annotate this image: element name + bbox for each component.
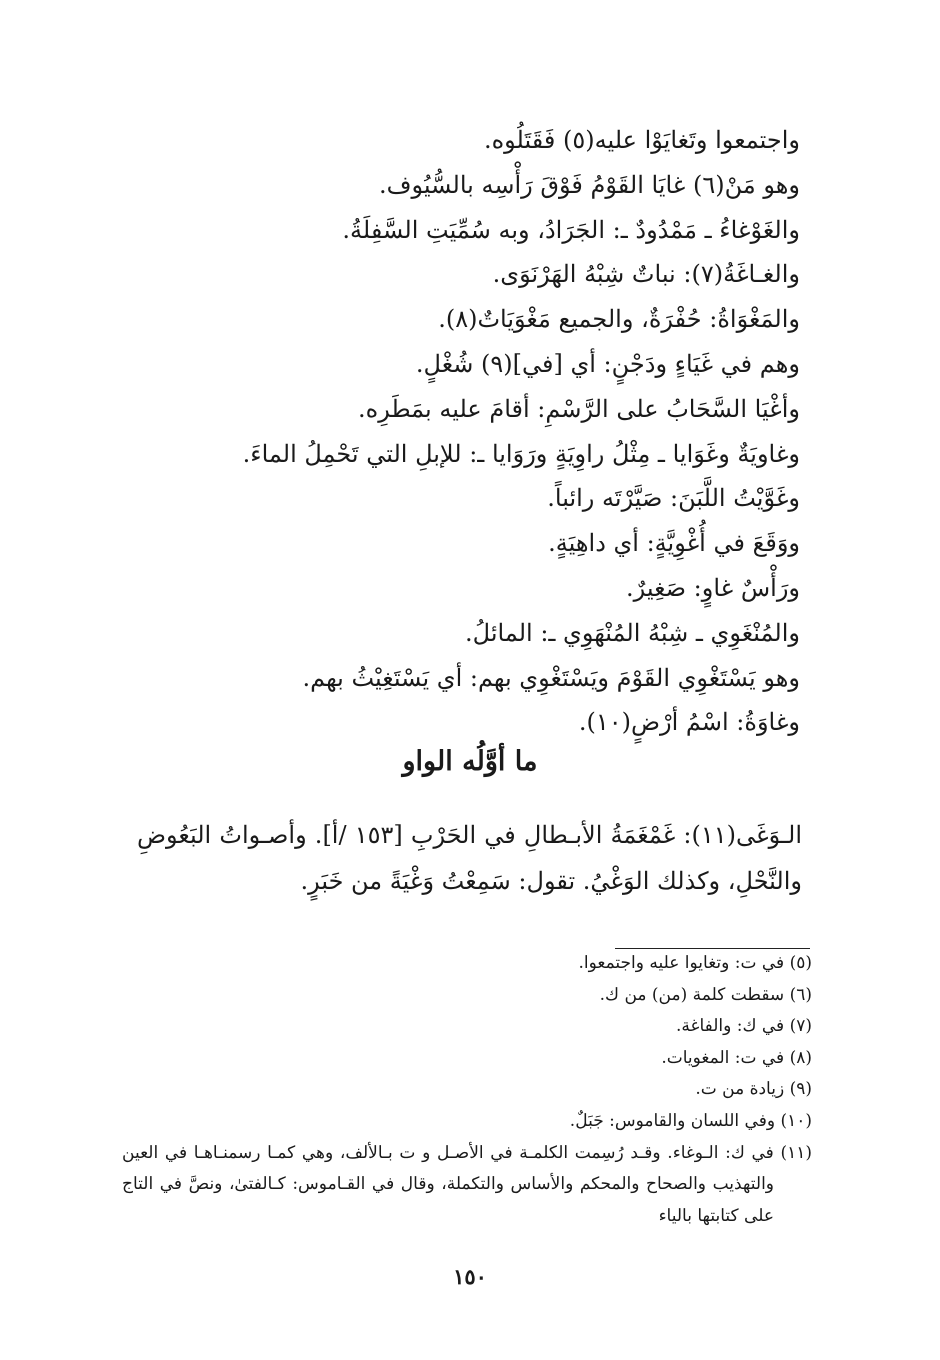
- footnote: (٨) في ت: المغويات.: [661, 1047, 812, 1068]
- entry-line: وهم في غَيَاءٍ ودَجْنٍ: أي [في](٩) شُغْلٍ.: [415, 349, 800, 378]
- footnote: (٩) زيادة من ت.: [695, 1079, 812, 1100]
- footnote: (٥) في ت: وتغايوا عليه واجتمعوا.: [578, 953, 812, 973]
- footnotes: [122, 948, 812, 1232]
- entry-line: وغاويَةٌ وغَوَايا ـ مِثْلُ راوِيَةٍ ورَوَايا ـ: للإبلِ التي تَحْمِلُ الماءَ.: [242, 439, 800, 468]
- dictionary-entries: [120, 118, 800, 745]
- entry-line: وهو مَنْ(٦) غايَا القَوْمُ فَوْقَ رَأْسِه بالسُّيُوف.: [379, 170, 800, 199]
- entry-line: وغَوَّيْتُ اللَّبَنَ: صَيَّرْتَه رائباً.: [547, 484, 800, 513]
- entry-line: والمُنْغَوِي ـ شِبْهُ المُنْهَوِي ـ: المائلُ.: [465, 618, 800, 647]
- body-paragraph: الـوَغَى(١١): غَمْغَمَةُ الأبـطالِ في الحَرْبِ [١٥٣ /أ]. وأصـواتُ البَعُوضِ والنَّحْلِ، وكذلك الوَغْيُ. تقول: سَمِعْتُ وَغْيَةً من خَبَرٍ.: [137, 821, 802, 895]
- entry-line: وهو يَسْتَغْوِي القَوْمَ ويَسْتَغْوِي بهم: أي يَسْتَغِيْثُ بهم.: [302, 663, 800, 692]
- footnote: (٦) سقطت كلمة (من) من ك.: [599, 984, 812, 1005]
- entry-line: ورَأْسٌ غاوٍ: صَغِيرٌ.: [625, 573, 800, 602]
- entry-line: والغـاغَةُ(٧): نباتٌ شِبْهُ الهَرْنَوَى.: [492, 260, 800, 289]
- footnote: (١٠) وفي اللسان والقاموس: جَبَلٌ.: [569, 1110, 812, 1131]
- footnote: (٧) في ك: والفاغة.: [676, 1016, 812, 1037]
- page-number: ١٥٠: [453, 1264, 487, 1289]
- entry-line: واجتمعوا وتَغايَوْا عليه(٥) فَقَتَلُوه.: [483, 126, 800, 154]
- entry-line: والغَوْغاءُ ـ مَمْدُودٌ ـ: الجَرَادُ، وبه سُمِّيَتِ السَّفِلَةُ.: [342, 215, 800, 244]
- entry-line: وأغْيَا السَّحَابُ على الرَّسْمِ: أقامَ عليه بمَطَرِه.: [358, 394, 800, 423]
- footnote: (١١) في ك: الـوغاء. وقـد رُسِمت الكلمـة في الأصـل و ت بـالألف، وهي كمـا رسمنـاهـا في العين والتهذيب والصحاح والمحكم والأساس والتكملة، وقال في القـاموس: كـالفتىٰ، ونصَّ في التاج على كتابتها بالياء: [122, 1142, 812, 1226]
- entry-line: وغاوَةُ: اسْمُ أرْضٍ(١٠).: [578, 708, 800, 737]
- entry-line: ووَقَعَ في أُغْوِيَّةٍ: أي داهِيَةٍ.: [548, 529, 800, 558]
- entry-line: والمَغْوَاةُ: حُفْرَةٌ، والجميع مَغْوَيَاتٌ(٨).: [438, 305, 800, 334]
- section-heading: ما أوَّلُه الواو: [402, 746, 538, 777]
